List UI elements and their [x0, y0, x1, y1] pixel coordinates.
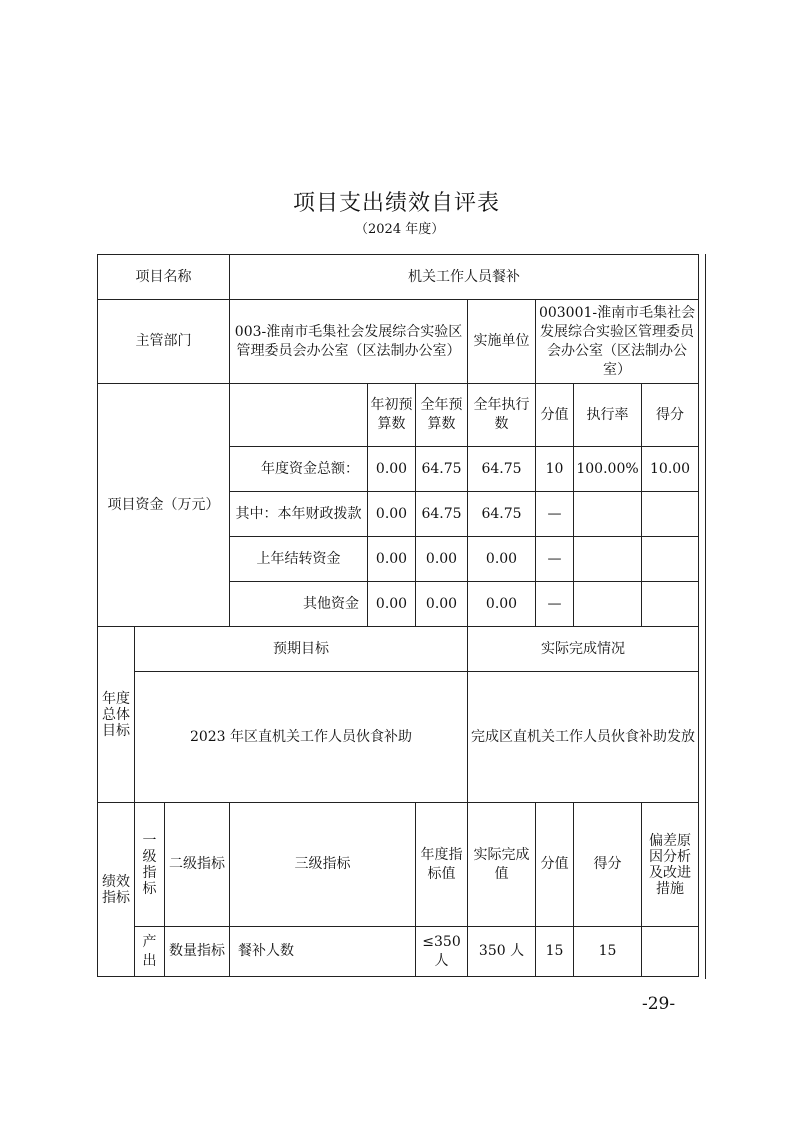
funds-row-score-value: — — [536, 492, 574, 537]
funds-header-blank — [230, 384, 368, 447]
funds-header-score-value: 分值 — [536, 384, 574, 447]
funds-row-annual: 0.00 — [416, 582, 468, 627]
perf-header-reason: 偏差原因分析及改进措施 — [642, 803, 699, 927]
implementing-unit-value: 003001-淮南市毛集社会发展综合实验区管理委员会办公室（区法制办公室） — [536, 300, 699, 384]
funds-row-annual: 64.75 — [416, 492, 468, 537]
funds-header-initial: 年初预算数 — [368, 384, 416, 447]
funds-header-annual: 全年预算数 — [416, 384, 468, 447]
funds-row-name: 其他资金 — [230, 582, 368, 627]
perf-indicator-label: 绩效指标 — [98, 803, 135, 977]
goal-content-row — [98, 672, 699, 803]
funds-row-score — [642, 537, 699, 582]
fiscal-year: （2024 年度） — [355, 222, 445, 237]
funds-row-rate — [574, 582, 642, 627]
perf-row-score-value: 15 — [536, 927, 574, 977]
funds-row-executed: 0.00 — [468, 582, 536, 627]
department-row — [98, 300, 699, 384]
perf-header-actual: 实际完成值 — [468, 803, 536, 927]
funds-header-row — [98, 384, 699, 447]
perf-header-row — [98, 803, 699, 927]
funds-row-score-value: 10 — [536, 447, 574, 492]
funds-row-score-value: — — [536, 537, 574, 582]
funds-row-rate — [574, 537, 642, 582]
perf-header-score-value: 分值 — [536, 803, 574, 927]
project-name-value: 机关工作人员餐补 — [230, 255, 699, 300]
perf-row-reason — [642, 927, 699, 977]
funds-header-score: 得分 — [642, 384, 699, 447]
funds-row-score: 10.00 — [642, 447, 699, 492]
page-number: -29- — [642, 994, 676, 1014]
funds-row-executed: 0.00 — [468, 537, 536, 582]
implementing-unit-label: 实施单位 — [468, 300, 536, 384]
funds-row-initial: 0.00 — [368, 582, 416, 627]
perf-row-level2: 数量指标 — [165, 927, 230, 977]
funds-row-name: 其中：本年财政拨款 — [230, 492, 368, 537]
funds-header-rate: 执行率 — [574, 384, 642, 447]
funds-row-rate — [574, 492, 642, 537]
funds-row-score-value: — — [536, 582, 574, 627]
funds-label: 项目资金（万元） — [98, 384, 230, 627]
department-label: 主管部门 — [98, 300, 230, 384]
funds-row-name: 上年结转资金 — [230, 537, 368, 582]
annual-goal-label: 年度总体目标 — [98, 627, 135, 803]
funds-row-annual: 0.00 — [416, 537, 468, 582]
expected-goal-label: 预期目标 — [135, 627, 468, 672]
goal-header-row — [98, 627, 699, 672]
perf-header-target: 年度指标值 — [416, 803, 468, 927]
perf-header-level2: 二级指标 — [165, 803, 230, 927]
perf-header-level1: 一级指标 — [135, 803, 165, 927]
perf-row-level3: 餐补人数 — [230, 927, 416, 977]
project-name-row — [98, 255, 699, 300]
funds-row-executed: 64.75 — [468, 492, 536, 537]
perf-row-level1: 产出 — [135, 927, 165, 977]
funds-row-annual: 64.75 — [416, 447, 468, 492]
funds-row-executed: 64.75 — [468, 447, 536, 492]
perf-row — [98, 927, 699, 977]
actual-completion-text: 完成区直机关工作人员伙食补助发放 — [468, 672, 699, 803]
department-value: 003-淮南市毛集社会发展综合实验区管理委员会办公室（区法制办公室） — [230, 300, 468, 384]
expected-goal-text: 2023 年区直机关工作人员伙食补助 — [135, 672, 468, 803]
funds-row-initial: 0.00 — [368, 537, 416, 582]
actual-completion-label: 实际完成情况 — [468, 627, 699, 672]
perf-header-score: 得分 — [574, 803, 642, 927]
perf-row-score: 15 — [574, 927, 642, 977]
funds-row-score — [642, 492, 699, 537]
perf-row-target: ≤350人 — [416, 927, 468, 977]
funds-row-initial: 0.00 — [368, 492, 416, 537]
perf-header-level3: 三级指标 — [230, 803, 416, 927]
funds-row-rate: 100.00% — [574, 447, 642, 492]
page-title: 项目支出绩效自评表 — [292, 191, 500, 216]
project-name-label: 项目名称 — [98, 255, 230, 300]
page-edge-line — [705, 254, 706, 979]
funds-row-score — [642, 582, 699, 627]
funds-row-initial: 0.00 — [368, 447, 416, 492]
evaluation-table — [97, 254, 699, 977]
funds-row-name: 年度资金总额： — [230, 447, 368, 492]
perf-row-actual: 350 人 — [468, 927, 536, 977]
funds-header-executed: 全年执行数 — [468, 384, 536, 447]
